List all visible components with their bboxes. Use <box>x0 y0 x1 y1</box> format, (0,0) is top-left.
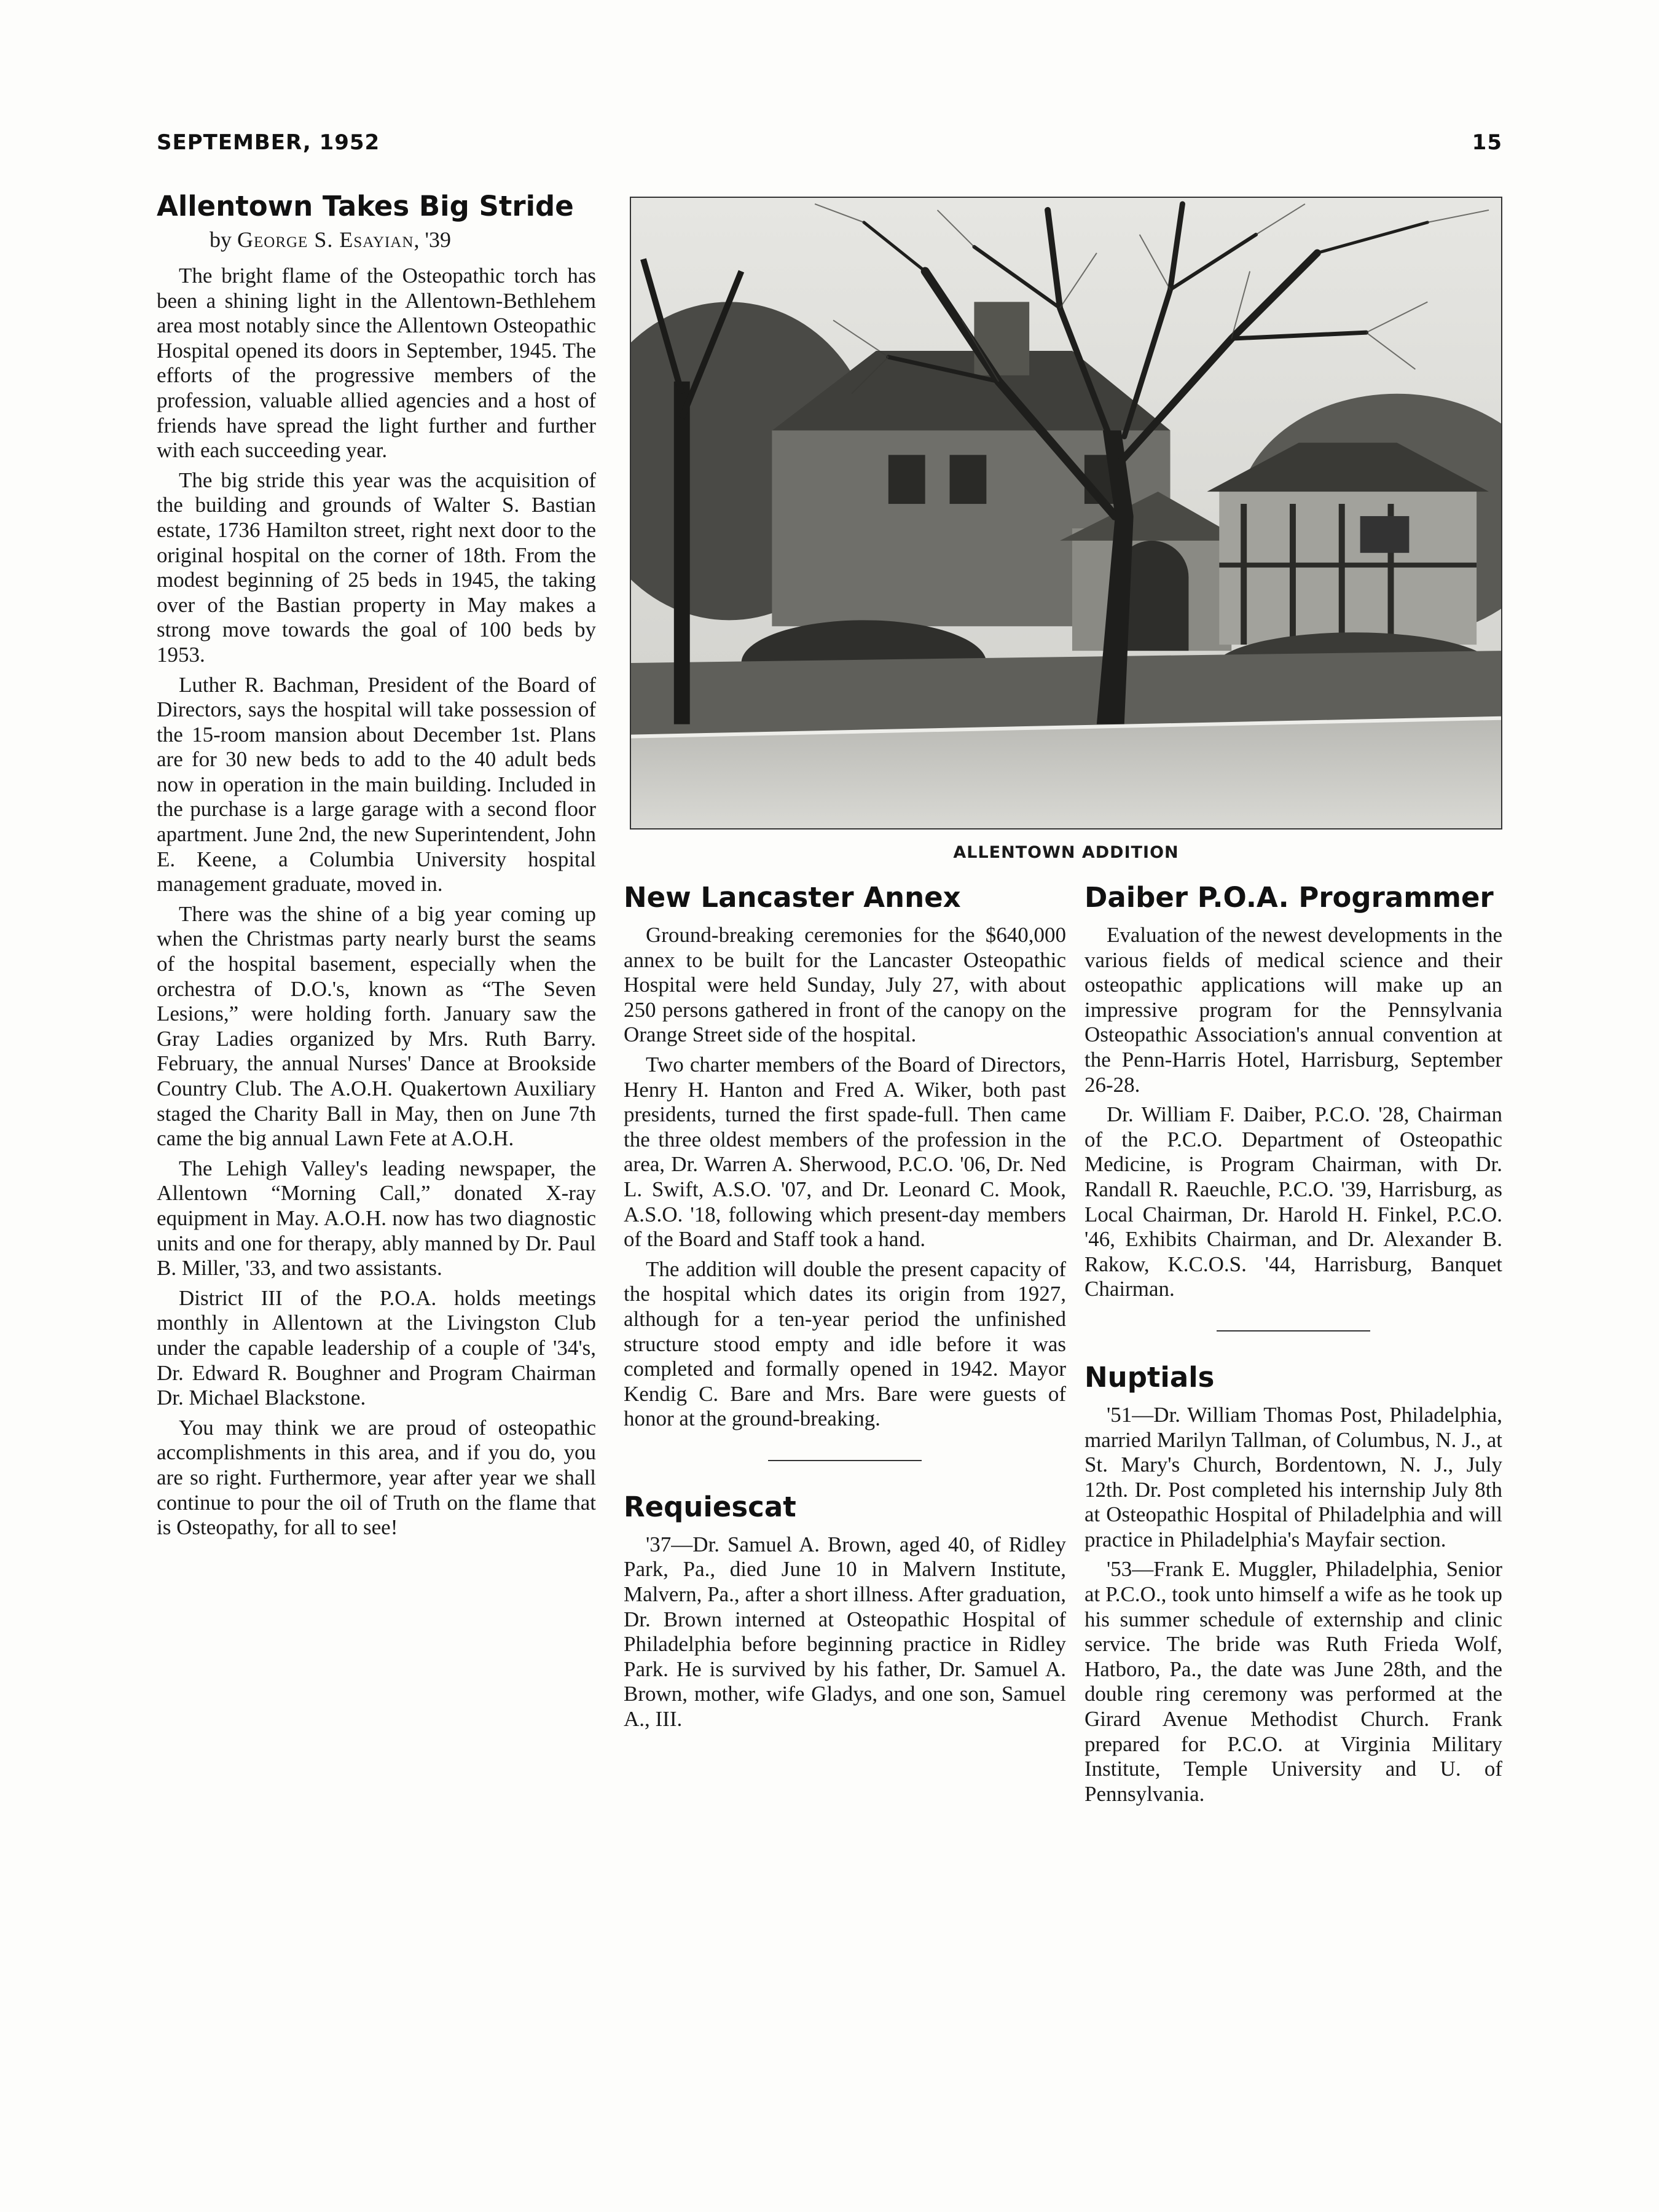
article-title: Allentown Takes Big Stride <box>157 190 574 222</box>
photo-caption: ALLENTOWN ADDITION <box>953 843 1179 862</box>
article-title-nuptials: Nuptials <box>1084 1360 1215 1394</box>
paragraph: You may think we are proud of osteopathic accomplishments in this area, and if you do, you are so right. Furthermore, year after year we shall continue to pour the oil of Truth on the flame that is Osteopathy, for all to see! <box>157 1415 596 1540</box>
paragraph: There was the shine of a big year coming up when the Christmas party nearly burst the seams of the hospital basement, especially when the orchestra of D.O.'s, known as “The Seven Lesions,” were holding forth. January saw the Gray Ladies organized by Mrs. Ruth Barry. February, the annual Nurses' Dance at Brookside Country Club. The A.O.H. Quakertown Auxiliary staged the Charity Ball in May, then on June 7th came the big annual Lawn Fete at A.O.H. <box>157 901 596 1151</box>
column-middle <box>624 879 1066 1737</box>
paragraph: The bright flame of the Osteopathic torch has been a shining light in the Allentown-Bethlehem area most notably since the Allentown Osteopathic Hospital opened its doors in September, 1945. The efforts of the progressive members of the profession, valuable allied agencies and a host of friends have spread the light further and further with each succeeding year. <box>157 264 596 463</box>
paragraph: Luther R. Bachman, President of the Board of Directors, says the hospital will take possession of the 15-room mansion about December 1st. Plans are for 30 new beds to add to the 40 adult beds now in operation in the main building. Included in the purchase is a large garage with a second floor apartment. June 2nd, the new Superintendent, John E. Keene, a Columbia University hospital management graduate, moved in. <box>157 672 596 896</box>
byline-author: George S. Esayian <box>237 227 414 252</box>
paragraph: The big stride this year was the acquisition of the building and grounds of Walter S. Bastian estate, 1736 Hamilton street, right next door to the original hospital on the corner of 18th. From the modest beginning of 25 beds in 1945, the taking over of the Bastian property in May makes a strong move towards the goal of 100 beds by 1953. <box>157 468 596 667</box>
photo-image <box>631 198 1501 828</box>
article-title-requiescat: Requiescat <box>624 1490 796 1523</box>
paragraph: District III of the P.O.A. holds meetings monthly in Allentown at the Livingston Club under the capable leadership of a couple of '34's, Dr. Edward R. Boughner and Program Chairman Dr. Michael Blackstone. <box>157 1285 596 1410</box>
page-header <box>157 130 1502 161</box>
paragraph: Dr. William F. Daiber, P.C.O. '28, Chairman of the P.C.O. Department of Osteopathic Medicine, is Program Chairman, with Dr. Randall R. Raeuchle, P.C.O. '39, Harrisburg, as Local Chairman, Dr. Harold H. Finkel, P.C.O. '46, Exhibits Chairman, and Dr. Alexander B. Rakow, K.C.O.S. '44, Harrisburg, Banquet Chairman. <box>1084 1102 1502 1301</box>
paragraph: Evaluation of the newest developments in the various fields of medical science and their osteopathic applications will make up an impressive program for the Pennsylvania Osteopathic Association's annual convention at the Penn-Harris Hotel, Harrisburg, September 26-28. <box>1084 923 1502 1097</box>
hospital-photo <box>630 197 1502 830</box>
paragraph: The addition will double the present capacity of the hospital which dates its origin from 1927, although for a ten-year period the unfinished structure stood empty and idle before it was completed and formally opened in 1942. Mayor Kendig C. Bare and Mrs. Bare were guests of honor at the ground-breaking. <box>624 1257 1066 1431</box>
byline <box>157 227 596 253</box>
byline-class-year: , '39 <box>414 227 451 252</box>
paragraph: The Lehigh Valley's leading newspaper, the Allentown “Morning Call,” donated X-ray equipment in May. A.O.H. now has two diagnostic units and one for therapy, ably manned by Dr. Paul B. Miller, '33, and two assistants. <box>157 1156 596 1281</box>
paragraph: '51—Dr. William Thomas Post, Philadelphia, married Marilyn Tallman, of Columbus, N. J., at St. Mary's Church, Bordentown, N. J., July 12th. Dr. Post completed his internship July 8th at Osteopathic Hospital of Philadelphia and will practice in Philadelphia's Mayfair section. <box>1084 1402 1502 1551</box>
section-divider <box>768 1460 922 1461</box>
page-number: 15 <box>1472 130 1502 155</box>
paragraph: '37—Dr. Samuel A. Brown, aged 40, of Ridley Park, Pa., died June 10 in Malvern Institute, Malvern, Pa., after a short illness. After graduation, Dr. Brown interned at Osteopathic Hospital of Philadelphia before beginning practice in Ridley Park. He is survived by his father, Dr. Samuel A. Brown, mother, wife Gladys, and one son, Samuel A., III. <box>624 1532 1066 1732</box>
column-right <box>1084 879 1502 1811</box>
byline-prefix: by <box>210 227 232 252</box>
issue-date: SEPTEMBER, 1952 <box>157 130 380 155</box>
paragraph: '53—Frank E. Muggler, Philadelphia, Senior at P.C.O., took unto himself a wife as he took up his summer schedule of externship and clinic service. The bride was Ruth Frieda Wolf, Hatboro, Pa., the date was June 28th, and the double ring ceremony was performed at the Girard Avenue Methodist Church. Frank prepared for P.C.O. at Virginia Military Institute, Temple University and U. of Pennsylvania. <box>1084 1557 1502 1806</box>
paragraph: Two charter members of the Board of Directors, Henry H. Hanton and Fred A. Wiker, both past presidents, turned the first spade-full. Then came the three oldest members of the profession in the area, Dr. Warren A. Sherwood, P.C.O. '06, Dr. Ned L. Swift, A.S.O. '07, and Dr. Leonard C. Mook, A.S.O. '18, following which present-day members of the Board and Staff took a hand. <box>624 1052 1066 1252</box>
article-allentown <box>157 187 596 1545</box>
article-title-daiber: Daiber P.O.A. Programmer <box>1084 881 1494 914</box>
article-title-lancaster: New Lancaster Annex <box>624 881 961 914</box>
section-divider <box>1217 1330 1370 1332</box>
paragraph: Ground-breaking ceremonies for the $640,000 annex to be built for the Lancaster Osteopathic Hospital were held Sunday, July 27, with about 250 persons gathered in front of the canopy on the Orange Street side of the hospital. <box>624 923 1066 1047</box>
